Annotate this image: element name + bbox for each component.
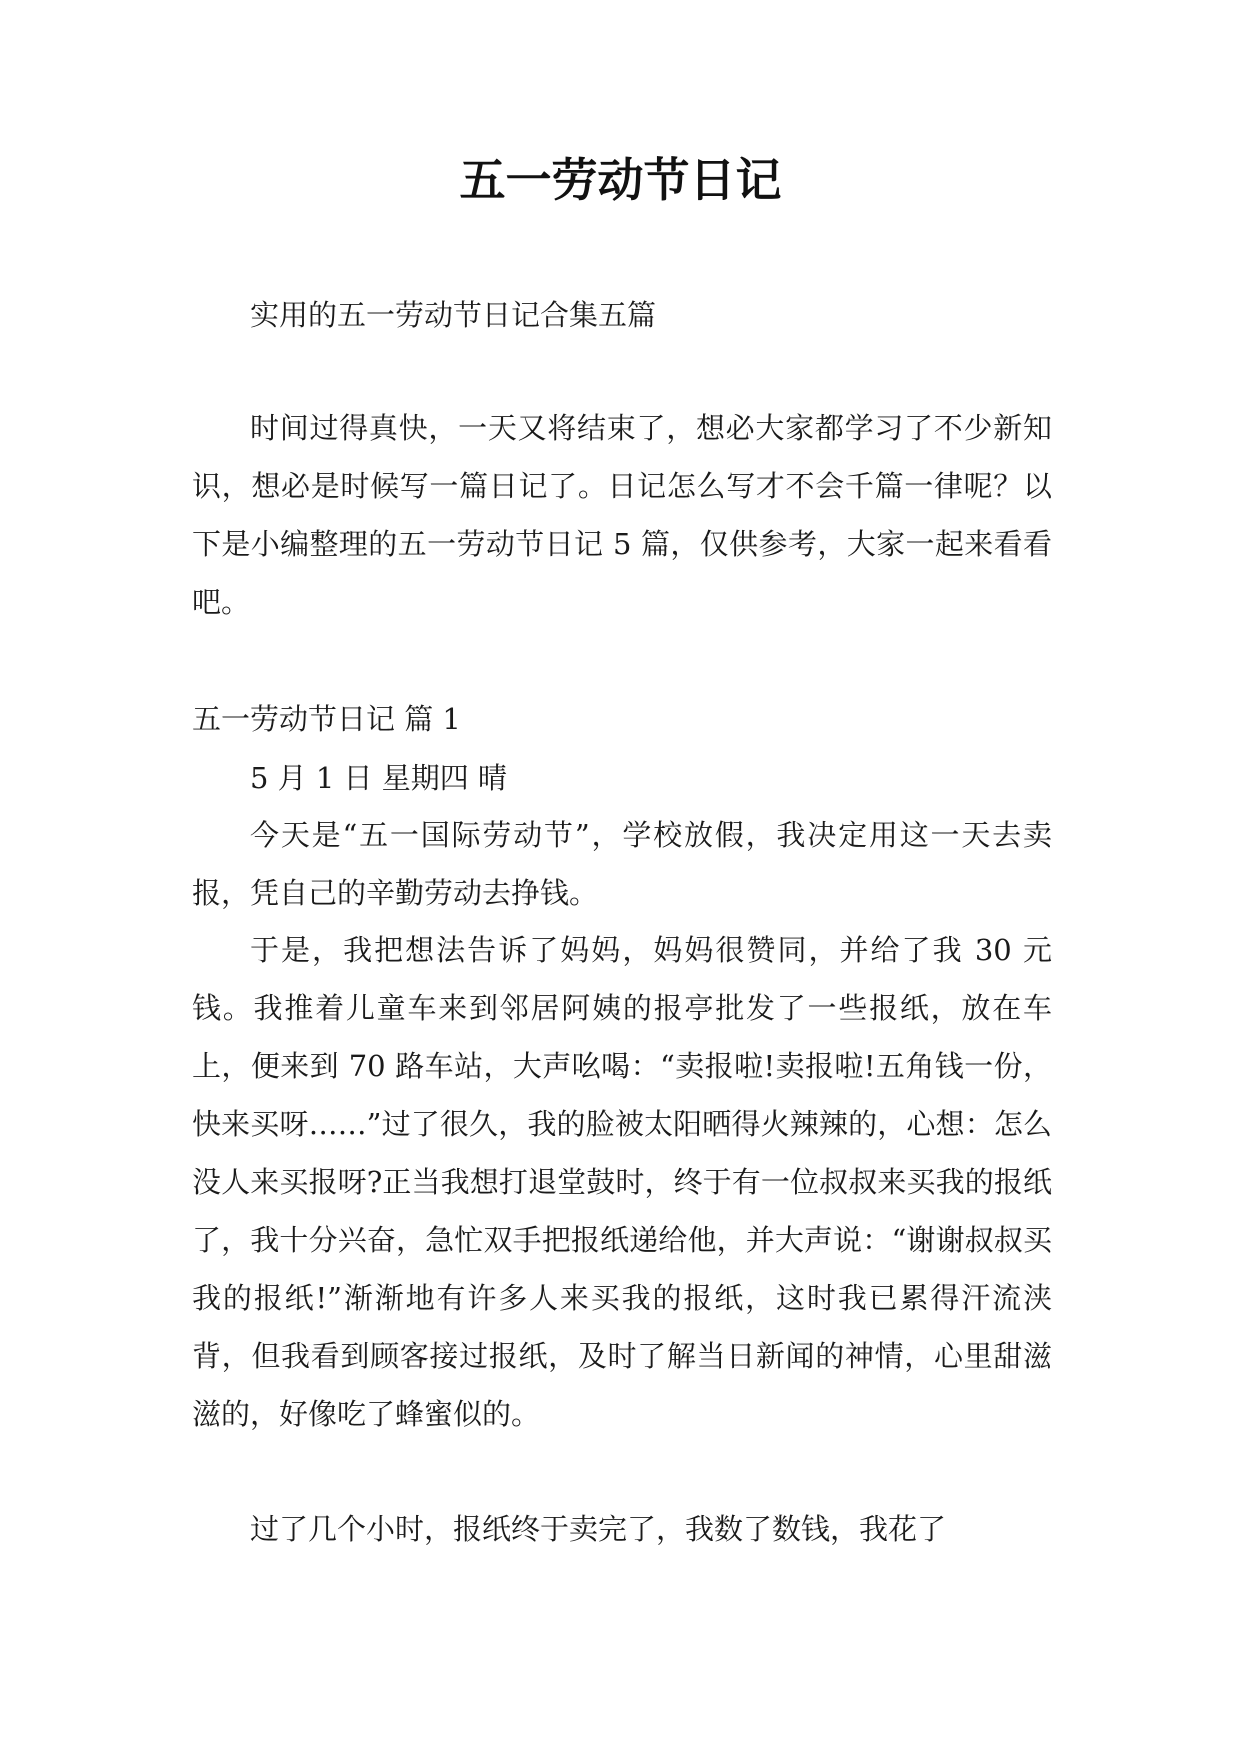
document-subtitle: 实用的五一劳动节日记合集五篇	[250, 298, 657, 332]
diary-date-line: 5 月 1 日 星期四 晴	[250, 761, 507, 795]
body-paragraph: 今天是“五一国际劳动节”，学校放假，我决定用这一天去卖报，凭自己的辛勤劳动去挣钱。	[192, 818, 1052, 910]
section-heading: 五一劳动节日记 篇 1	[192, 702, 461, 736]
document-title: 五一劳动节日记	[459, 153, 782, 207]
body-paragraph: 于是，我把想法告诉了妈妈，妈妈很赞同，并给了我 30 元钱。我推着儿童车来到邻居阿姨的报亭批发了一些报纸，放在车上，便来到 70 路车站，大声吆喝：“卖报啦!卖报啦!五角钱一份，快来买呀……”过了很久，我的脸被太阳晒得火辣辣的，心想：怎么没人来买报呀?正当我想打退堂鼓时，终于有一位叔叔来买我的报纸了，我十分兴奋，急忙双手把报纸递给他，并大声说：“谢谢叔叔买我的报纸!”渐渐地有许多人来买我的报纸，这时我已累得汗流浃背，但我看到顾客接过报纸，及时了解当日新闻的神情，心里甜滋滋的，好像吃了蜂蜜似的。	[192, 933, 1052, 1431]
intro-paragraph: 时间过得真快，一天又将结束了，想必大家都学习了不少新知识，想必是时候写一篇日记了。日记怎么写才不会千篇一律呢？以下是小编整理的五一劳动节日记 5 篇，仅供参考，大家一起来看看吧。	[192, 411, 1052, 619]
body-paragraph: 过了几个小时，报纸终于卖完了，我数了数钱，我花了	[250, 1512, 947, 1546]
